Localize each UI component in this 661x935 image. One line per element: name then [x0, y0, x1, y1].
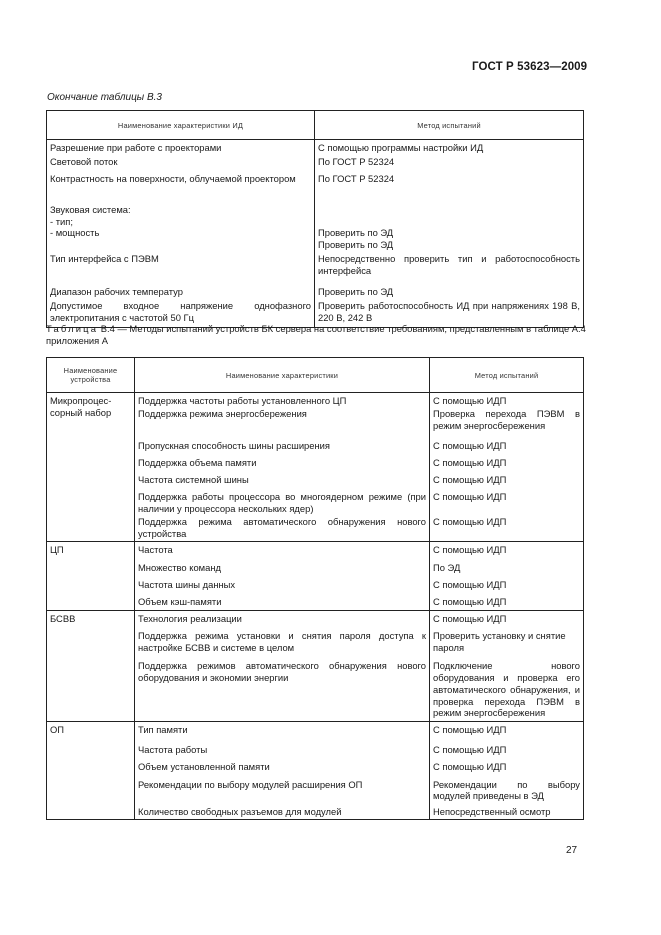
method-cell: Непосредственно проверить тип и работоспособность интерфейса: [315, 251, 584, 283]
method-cell: С помощью ИДП: [430, 722, 584, 741]
device-cell: Микропроцес-сорный набор: [47, 393, 135, 542]
column-header: Наименование устройства: [47, 358, 135, 393]
method-cell: С помощью ИДП: [430, 488, 584, 515]
table-row: [47, 154, 584, 171]
method-cell: Подключение нового оборудования и проверка его автоматического обнаружения, и проверка перехода ПЭВМ в режим энергосбережения: [430, 657, 584, 721]
method-cell: Проверить по ЭД Проверить по ЭД: [315, 201, 584, 251]
column-header: Наименование характеристики: [135, 358, 430, 393]
column-header: Метод испытаний: [430, 358, 584, 393]
method-cell: Проверить работоспособность ИД при напряжениях 198 В, 220 В, 242 В: [315, 300, 584, 328]
characteristic-cell: Допустимое входное напряжение однофазного электропитания с частотой 50 Гц: [47, 300, 315, 328]
table-b4-caption: [46, 323, 586, 347]
table-b3-end: [46, 110, 584, 328]
characteristic-cell: Поддержка частоты работы установленного ЦП: [135, 393, 430, 407]
characteristic-cell: Поддержка режимов автоматического обнаружения нового оборудования и экономии энергии: [135, 657, 430, 721]
characteristic-cell: Поддержка режима энергосбережения: [135, 407, 430, 437]
table-row: [47, 393, 584, 407]
characteristic-cell: Объем кэш-памяти: [135, 594, 430, 610]
caption-prefix: Таблица: [46, 323, 99, 334]
method-cell: С помощью программы настройки ИД: [315, 140, 584, 154]
page-number: 27: [566, 845, 578, 856]
characteristic-cell: Технология реализации: [135, 610, 430, 628]
standard-number: ГОСТ Р 53623—2009: [472, 61, 588, 73]
method-cell: Непосредственный осмотр: [430, 804, 584, 820]
table-row: [47, 140, 584, 154]
method-cell: С помощью ИДП: [430, 437, 584, 454]
table-b4: [46, 357, 584, 820]
method-cell: Проверить по ЭД: [315, 283, 584, 300]
characteristic-cell: Тип памяти: [135, 722, 430, 741]
table-row: [47, 610, 584, 628]
method-cell: С помощью ИДП: [430, 393, 584, 407]
device-cell: ЦП: [47, 542, 135, 610]
method-cell: Проверить установку и снятие пароля: [430, 628, 584, 657]
characteristic-cell: Контрастность на поверхности, облучаемой проектором: [47, 171, 315, 201]
characteristic-cell: Множество команд: [135, 560, 430, 577]
method-cell: С помощью ИДП: [430, 610, 584, 628]
characteristic-cell: Поддержка объема памяти: [135, 454, 430, 471]
table-row: [47, 171, 584, 201]
column-header: Метод испытаний: [315, 111, 584, 140]
characteristic-cell: Диапазон рабочих температур: [47, 283, 315, 300]
device-cell: БСВВ: [47, 610, 135, 721]
characteristic-cell: Поддержка работы процессора во многоядерном режиме (при наличии у процессора нескольких ядер): [135, 488, 430, 515]
method-cell: По ГОСТ Р 52324: [315, 171, 584, 201]
method-cell: С помощью ИДП: [430, 471, 584, 488]
caption-text: В.4 — Методы испытаний устройств БК сервера на соответствие требованиям, представленным в таблице А.4 приложения А: [46, 323, 586, 346]
method-cell: Рекомендации по выбору модулей приведены в ЭД: [430, 776, 584, 804]
characteristic-cell: Поддержка режима автоматического обнаружения нового устройства: [135, 515, 430, 542]
characteristic-cell: Звуковая система: - тип; - мощность: [47, 201, 315, 251]
characteristic-cell: Частота шины данных: [135, 577, 430, 594]
method-cell: По ЭД: [430, 560, 584, 577]
characteristic-cell: Рекомендации по выбору модулей расширения ОП: [135, 776, 430, 804]
characteristic-cell: Световой поток: [47, 154, 315, 171]
characteristic-cell: Объем установленной памяти: [135, 759, 430, 776]
table-row: [47, 283, 584, 300]
characteristic-cell: Тип интерфейса с ПЭВМ: [47, 251, 315, 283]
method-cell: С помощью ИДП: [430, 741, 584, 759]
table-row: [47, 542, 584, 560]
method-cell: По ГОСТ Р 52324: [315, 154, 584, 171]
method-cell: Проверка перехода ПЭВМ в режим энергосбережения: [430, 407, 584, 437]
characteristic-cell: Пропускная способность шины расширения: [135, 437, 430, 454]
characteristic-cell: Частота работы: [135, 741, 430, 759]
characteristic-cell: Количество свободных разъемов для модулей: [135, 804, 430, 820]
characteristic-cell: Поддержка режима установки и снятия пароля доступа к настройке БСВВ и системе в целом: [135, 628, 430, 657]
table-row: [47, 722, 584, 741]
characteristic-cell: Частота: [135, 542, 430, 560]
characteristic-cell: Разрешение при работе с проекторами: [47, 140, 315, 154]
method-cell: С помощью ИДП: [430, 577, 584, 594]
method-cell: С помощью ИДП: [430, 515, 584, 542]
method-cell: С помощью ИДП: [430, 759, 584, 776]
characteristic-cell: Частота системной шины: [135, 471, 430, 488]
table-row: [47, 251, 584, 283]
column-header: Наименование характеристики ИД: [47, 111, 315, 140]
device-cell: ОП: [47, 722, 135, 820]
method-cell: С помощью ИДП: [430, 454, 584, 471]
table-continuation-label: Окончание таблицы В.3: [47, 92, 162, 103]
table-row: [47, 201, 584, 251]
method-cell: С помощью ИДП: [430, 594, 584, 610]
method-cell: С помощью ИДП: [430, 542, 584, 560]
